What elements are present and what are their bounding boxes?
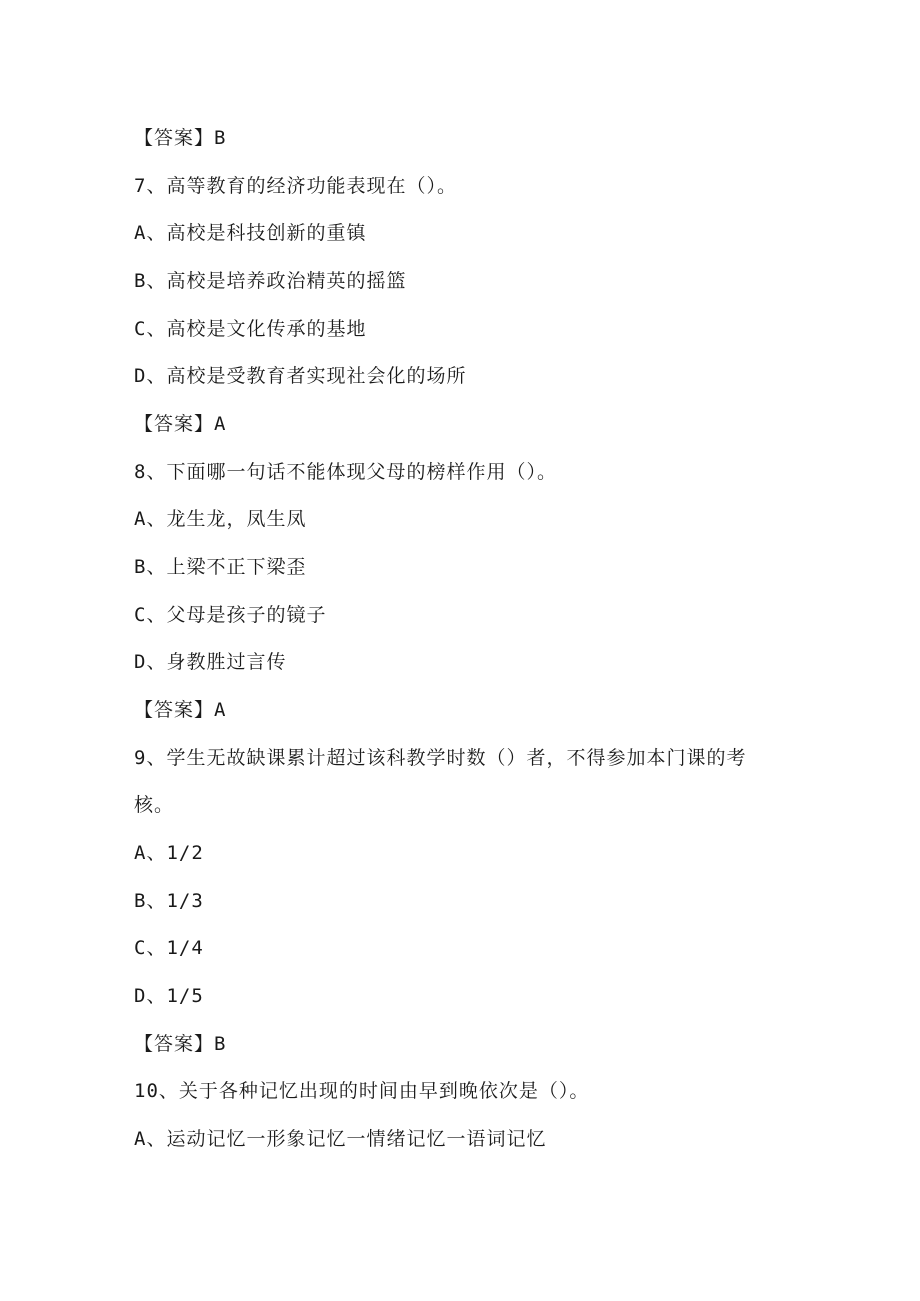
option-a: A、龙生龙，凤生凤 — [134, 508, 307, 530]
option-d: D、1/5 — [134, 985, 204, 1007]
question-9-continuation: 核。 — [134, 794, 175, 816]
answer-line: 【答案】A — [134, 413, 227, 435]
option-a: A、高校是科技创新的重镇 — [134, 222, 367, 244]
option-b: B、1/3 — [134, 890, 204, 912]
option-a: A、1/2 — [134, 842, 204, 864]
option-c: C、父母是孩子的镜子 — [134, 604, 327, 626]
answer-line: 【答案】A — [134, 699, 227, 721]
answer-line: 【答案】B — [134, 127, 227, 149]
question-8: 8、下面哪一句话不能体现父母的榜样作用（）。 — [134, 461, 557, 483]
answer-line: 【答案】B — [134, 1033, 227, 1055]
option-d: D、身教胜过言传 — [134, 651, 287, 673]
option-b: B、高校是培养政治精英的摇篮 — [134, 270, 407, 292]
option-c: C、1/4 — [134, 937, 204, 959]
option-b: B、上梁不正下梁歪 — [134, 556, 307, 578]
question-9: 9、学生无故缺课累计超过该科教学时数（）者，不得参加本门课的考 — [134, 747, 747, 769]
option-c: C、高校是文化传承的基地 — [134, 318, 367, 340]
question-10: 10、关于各种记忆出现的时间由早到晚依次是（）。 — [134, 1080, 590, 1102]
option-d: D、高校是受教育者实现社会化的场所 — [134, 365, 467, 387]
option-a: A、运动记忆一形象记忆一情绪记忆一语词记忆 — [134, 1128, 547, 1150]
question-7: 7、高等教育的经济功能表现在（）。 — [134, 175, 457, 197]
